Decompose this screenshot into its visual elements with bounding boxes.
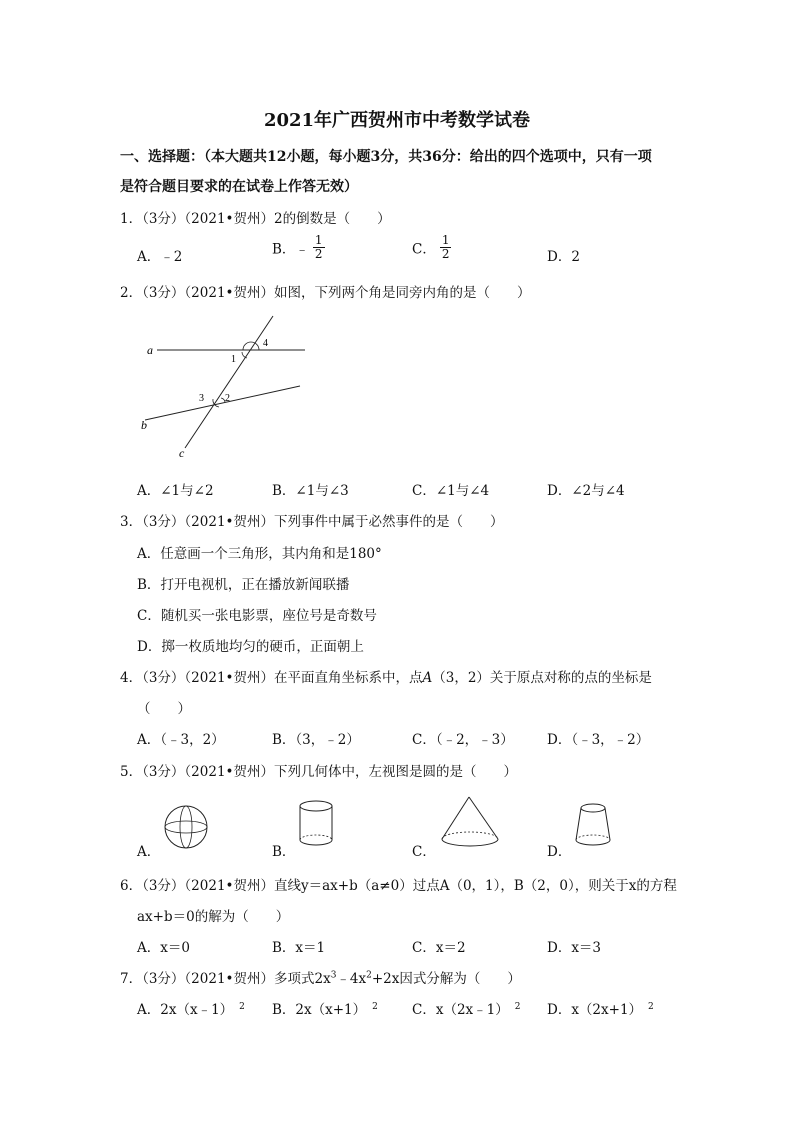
fraction-denominator: 2 bbox=[314, 247, 323, 261]
q2-option-a: A．∠1与∠2 bbox=[137, 483, 214, 499]
q6-option-d: D．x＝3 bbox=[547, 940, 602, 956]
sphere-icon bbox=[160, 800, 216, 856]
q7-option-b-text: B．2x（x+1） bbox=[272, 1002, 367, 1018]
exponent: 2 bbox=[239, 1001, 245, 1012]
q7-option-a-text: A．2x（x﹣1） bbox=[137, 1002, 234, 1018]
point-a-variable: A bbox=[422, 670, 433, 686]
exponent: 2 bbox=[366, 970, 372, 981]
q2-option-d: D．∠2与∠4 bbox=[547, 483, 625, 499]
q1-option-a: A．﹣2 bbox=[137, 249, 183, 265]
q1-option-b-label: B．﹣ bbox=[272, 241, 309, 258]
q1-option-c bbox=[412, 234, 451, 261]
q7-stem-part2: ﹣4x bbox=[336, 971, 367, 987]
q2-option-c: C．∠1与∠4 bbox=[412, 483, 490, 499]
angle-3-arc bbox=[213, 399, 219, 407]
question-3-stem: 3．（3分）（2021•贺州）下列事件中属于必然事件的是（ ） bbox=[120, 514, 504, 530]
question-6-stem-line1: 6．（3分）（2021•贺州）直线y＝ax+b（a≠0）过点A（0，1），B（2，0），则关于x的方程 bbox=[120, 878, 677, 894]
question-4-stem-line2: （ ） bbox=[137, 701, 191, 717]
fraction-denominator: 2 bbox=[441, 247, 450, 261]
q6-option-b: B．x＝1 bbox=[272, 940, 326, 956]
q6-option-c: C．x＝2 bbox=[412, 940, 466, 956]
q5-option-d: D． bbox=[547, 844, 572, 860]
q1-option-c-label: C． bbox=[412, 241, 436, 258]
exponent: 2 bbox=[372, 1001, 378, 1012]
q3-option-d: D．掷一枚质地均匀的硬币，正面朝上 bbox=[137, 639, 364, 655]
q4-option-a: A．（﹣3，2） bbox=[137, 732, 225, 748]
q7-option-d-text: D．x（2x+1） bbox=[547, 1002, 643, 1018]
q4-option-c: C．（﹣2，﹣3） bbox=[412, 732, 514, 748]
angle-1-arc bbox=[242, 352, 247, 358]
q7-option-c bbox=[412, 998, 520, 1018]
q5-option-a: A． bbox=[137, 844, 161, 860]
q3-option-b: B．打开电视机，正在播放新闻联播 bbox=[137, 577, 350, 593]
label-a: a bbox=[147, 343, 153, 357]
q7-option-a bbox=[137, 998, 245, 1018]
question-4-stem bbox=[120, 666, 652, 686]
q5-option-b: B． bbox=[272, 844, 296, 860]
q4-option-d: D．（﹣3，﹣2） bbox=[547, 732, 650, 748]
question-2-stem: 2．（3分）（2021•贺州）如图，下列两个角是同旁内角的是（ ） bbox=[120, 285, 531, 301]
section-header-line1: 一、选择题：（本大题共12小题，每小题3分，共36分：给出的四个选项中，只有一项 bbox=[120, 149, 652, 165]
page-title: 2021年广西贺州市中考数学试卷 bbox=[263, 110, 531, 131]
q1-option-b bbox=[272, 234, 325, 261]
q6-option-a: A．x＝0 bbox=[137, 940, 190, 956]
exponent: 2 bbox=[648, 1001, 654, 1012]
cylinder-icon bbox=[296, 798, 340, 854]
cone-icon bbox=[436, 793, 506, 853]
question-7-stem bbox=[120, 967, 521, 987]
label-b: b bbox=[141, 418, 147, 432]
label-angle-1: 1 bbox=[231, 354, 236, 365]
q7-option-b bbox=[272, 998, 378, 1018]
fraction-numerator: 1 bbox=[314, 233, 323, 247]
line-c bbox=[185, 316, 273, 448]
q4-option-b: B．（3，﹣2） bbox=[272, 732, 360, 748]
label-c: c bbox=[179, 446, 185, 460]
q3-option-a: A．任意画一个三角形，其内角和是180° bbox=[137, 546, 382, 562]
section-header-line2: 是符合题目要求的在试卷上作答无效） bbox=[120, 179, 358, 195]
fraction bbox=[313, 234, 325, 261]
exponent: 3 bbox=[330, 970, 337, 981]
q3-option-c: C．随机买一张电影票，座位号是奇数号 bbox=[137, 608, 377, 624]
frustum-icon bbox=[572, 800, 616, 856]
exponent: 2 bbox=[514, 1001, 521, 1012]
label-angle-4: 4 bbox=[263, 338, 268, 349]
q7-stem-part1: 7．（3分）（2021•贺州）多项式2x bbox=[120, 971, 331, 987]
fraction bbox=[440, 234, 452, 261]
q7-option-c-text: C．x（2x﹣1） bbox=[412, 1002, 509, 1018]
parallel-lines-figure bbox=[135, 310, 315, 460]
q7-option-d bbox=[547, 998, 654, 1018]
question-1-stem: 1．（3分）（2021•贺州）2的倒数是（ ） bbox=[120, 211, 391, 227]
q1-option-d: D．2 bbox=[547, 249, 580, 265]
q4-stem-end: （3，2）关于原点对称的点的坐标是 bbox=[432, 670, 652, 686]
label-angle-3: 3 bbox=[199, 393, 204, 404]
q7-stem-part3: +2x因式分解为（ ） bbox=[371, 971, 521, 987]
question-6-stem-line2: ax+b＝0的解为（ ） bbox=[137, 909, 290, 925]
q5-option-c: C． bbox=[412, 844, 436, 860]
fraction-numerator: 1 bbox=[441, 233, 450, 247]
q4-stem-start: 4．（3分）（2021•贺州）在平面直角坐标系中，点 bbox=[120, 670, 423, 686]
label-angle-2: 2 bbox=[225, 393, 230, 404]
question-5-stem: 5．（3分）（2021•贺州）下列几何体中，左视图是圆的是（ ） bbox=[120, 764, 517, 780]
q2-option-b: B．∠1与∠3 bbox=[272, 483, 349, 499]
